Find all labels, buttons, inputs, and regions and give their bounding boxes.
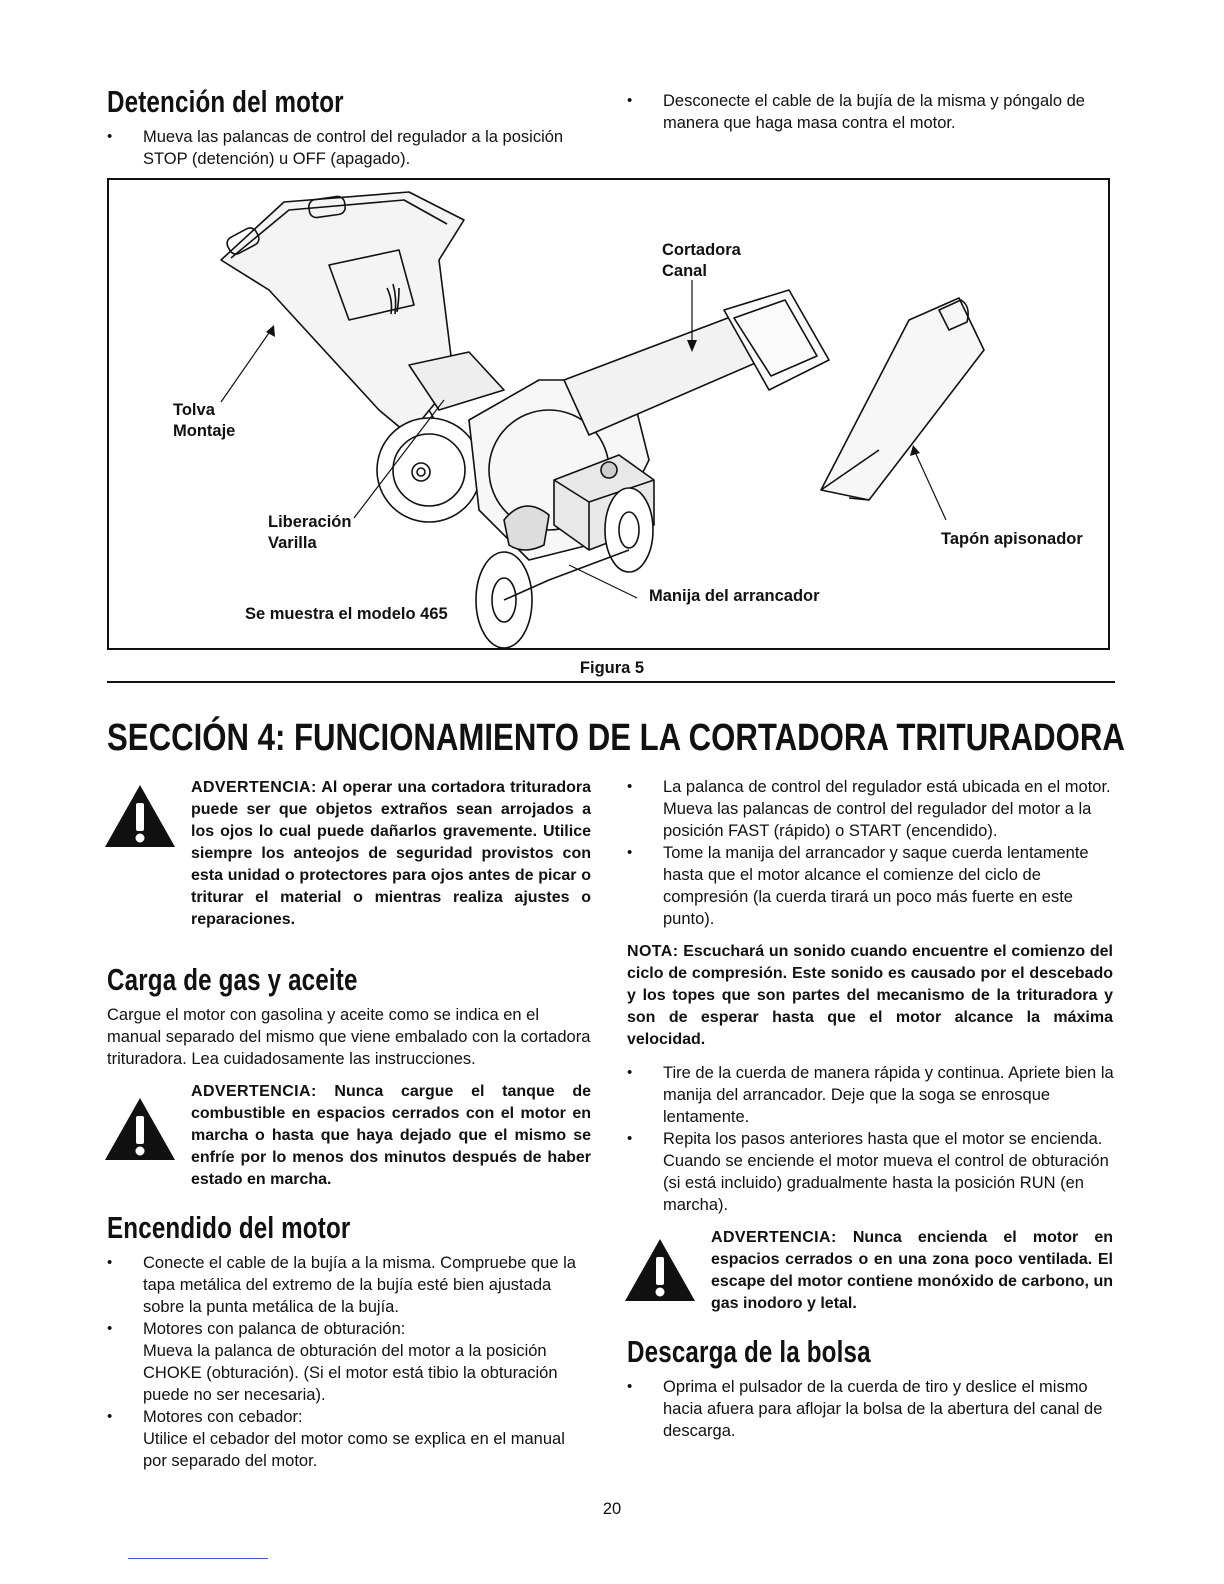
- warning-text: Nunca encienda el motor en espacios cerrados o en una zona poco ventilada. El escape del motor contiene monóxido de carbono, un gas inodoro y letal.: [711, 1229, 1113, 1312]
- list-item: • Tire de la cuerda de manera rápida y continua. Apriete bien la manija del arrancador. Deje que la soga se enrosque lentamente.: [627, 1062, 1117, 1128]
- warning-triangle-icon: [623, 1237, 697, 1303]
- warning-text: Al operar una cortadora trituradora puede ser que objetos extraños sean arrojados a los ojos lo cual puede dañarlos gravemente. Utilice siempre los anteojos de seguridad provistos con esta unidad o protectores para ojos antes de picar o triturar el material o mientras realiza ajustes o reparaciones.: [191, 779, 591, 928]
- warning-label: ADVERTENCIA:: [191, 1083, 317, 1100]
- figure-caption: Figura 5: [579, 659, 645, 677]
- label-chute-line2: Canal: [662, 262, 707, 280]
- list-item: [107, 1318, 592, 1406]
- gas-oil-heading: Carga de gas y aceite: [107, 962, 358, 997]
- list-item: • La palanca de control del regulador está ubicada en el motor. Mueva las palancas de control del regulador del motor a la posición FAST (rápido) o START (encendido).: [627, 776, 1117, 842]
- list-item: • Oprima el pulsador de la cuerda de tiro y deslice el mismo hacia afuera para aflojar la bolsa de la abertura del canal de descarga.: [627, 1376, 1117, 1442]
- figure-5: [107, 178, 1110, 650]
- list-item: • Desconecte el cable de la bujía de la misma y póngalo de manera que haga masa contra el motor.: [627, 90, 1117, 134]
- bag-heading: Descarga de la bolsa: [627, 1334, 871, 1369]
- label-starter-handle: Manija del arrancador: [649, 587, 820, 605]
- warning-label: ADVERTENCIA:: [191, 779, 317, 796]
- section-divider: [107, 681, 1115, 683]
- bag-list: [627, 1376, 1117, 1442]
- label-tamper: Tapón apisonador: [941, 530, 1083, 548]
- start-steps-list-b: [627, 1062, 1117, 1216]
- label-rod-line2: Varilla: [268, 534, 317, 552]
- list-item: • Conecte el cable de la bujía a la misma. Compruebe que la tapa metálica del extremo de la bujía esté bien ajustada sobre la punta metálica de la bujía.: [107, 1252, 592, 1318]
- note-compression: [627, 941, 1113, 1051]
- chipper-illustration: [109, 180, 1110, 650]
- stop-engine-list-right: [627, 90, 1117, 134]
- label-hopper-line1: Tolva: [173, 401, 215, 419]
- label-chute-line1: Cortadora: [662, 241, 741, 259]
- label-rod-line1: Liberación: [268, 513, 352, 531]
- label-model: Se muestra el modelo 465: [245, 605, 448, 623]
- gas-oil-text: Cargue el motor con gasolina y aceite como se indica en el manual separado del mismo que viene embalado con la cortadora trituradora. Lea cuidadosamente las instrucciones.: [107, 1006, 591, 1068]
- warning-triangle-icon: [103, 1096, 177, 1162]
- list-item: • Mueva las palancas de control del regulador a la posición STOP (detención) u OFF (apagado).: [107, 126, 597, 170]
- list-item: • Repita los pasos anteriores hasta que el motor se encienda. Cuando se enciende el motor mueva el control de obturación (si está incluido) gradualmente hasta la posición RUN (en marcha).: [627, 1128, 1117, 1216]
- warning-fuel: [191, 1081, 591, 1191]
- note-label: NOTA:: [627, 943, 679, 960]
- warning-triangle-icon: [103, 783, 177, 849]
- page-number: 20: [602, 1500, 622, 1518]
- label-chute: [662, 240, 741, 282]
- list-item-text: Mueva la palanca de obturación del motor a la posición CHOKE (obturación). (Si el motor está tibio la obturación puede no ser necesaria).: [143, 1342, 558, 1404]
- label-hopper-line2: Montaje: [173, 422, 236, 440]
- warning-label: ADVERTENCIA:: [711, 1229, 837, 1246]
- start-engine-list: [107, 1252, 592, 1472]
- start-steps-list-a: [627, 776, 1117, 930]
- stop-engine-list-left: [107, 126, 597, 170]
- warning-exhaust: [711, 1227, 1113, 1315]
- list-item: [107, 1406, 592, 1472]
- list-item: • Tome la manija del arrancador y saque cuerda lentamente hasta que el motor alcance el comienze del ciclo de compresión (la cuerda tirará un poco más fuerte en este punto).: [627, 842, 1117, 930]
- warning-eye-protection: [191, 777, 591, 931]
- note-text: Escuchará un sonido cuando encuentre el comienzo del ciclo de compresión. Este sonido es causado por el descebado y los topes que son partes del mecanismo de la trituradora y son de esperar hasta que el motor alcance la máxima velocidad.: [627, 943, 1113, 1048]
- footer-link-line: [128, 1558, 268, 1559]
- section-title: SECCIÓN 4: FUNCIONAMIENTO DE LA CORTADORA TRITURADORA: [107, 717, 1125, 759]
- stop-engine-heading: Detención del motor: [107, 84, 344, 119]
- warning-text: Nunca cargue el tanque de combustible en espacios cerrados con el motor en marcha o hasta que haya dejado que el mismo se enfríe por lo menos dos minutos después de haber estado en marcha.: [191, 1083, 591, 1188]
- list-item-title: • Motores con palanca de obturación:: [143, 1320, 406, 1338]
- label-release-rod: [268, 512, 351, 554]
- list-item-title: • Motores con cebador:: [143, 1408, 303, 1426]
- list-item-text: Utilice el cebador del motor como se explica en el manual por separado del motor.: [143, 1430, 565, 1470]
- start-engine-heading: Encendido del motor: [107, 1210, 351, 1245]
- label-hopper: [173, 400, 235, 442]
